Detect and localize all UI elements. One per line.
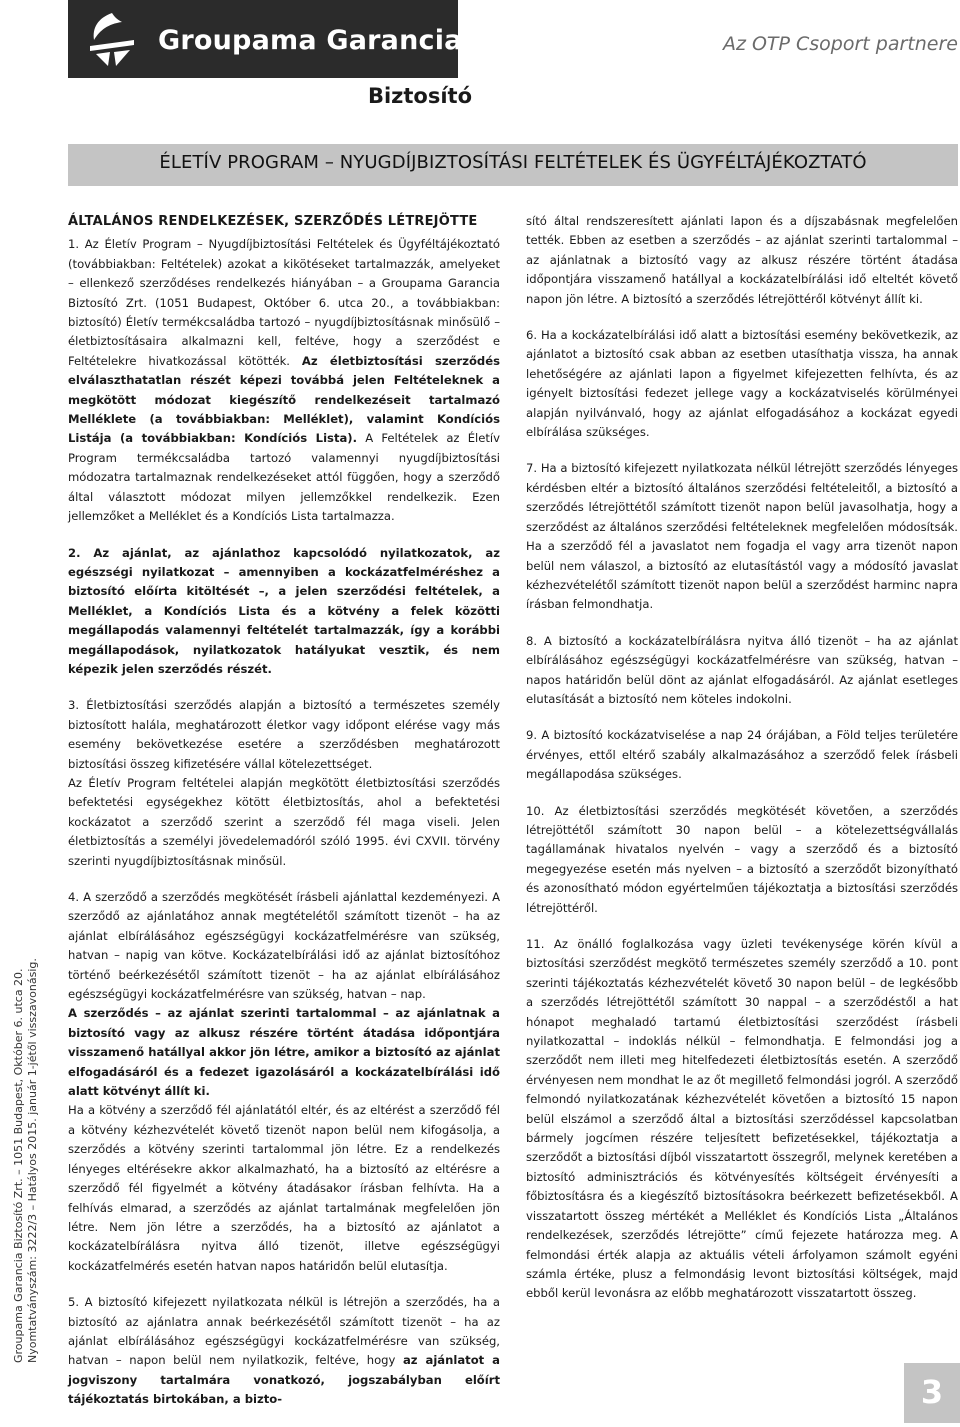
left-column — [68, 212, 500, 1427]
clause-4: 4. A szerződő a szerződés megkötését írásbeli ajánlattal kezdeményezi. A szerződő az ajánlatához annak megtételétől számított tizenöt – ha az ajánlat elbírálásához egészségügyi kockázatfelmérésre van szükség, hatvan – napig van kötve. Kockázatelbírálási idő az ajánlat biztosítóhoz történő beérkezésétől számított tizenöt – ha az ajánlat elbírálásához egészségügyi kockázatfelmérésre van szükség, hatvan – nap. — [68, 890, 500, 1002]
title-banner — [68, 144, 958, 186]
clause-1-text: 1. Az Életív Program – Nyugdíjbiztosítási Feltételek és Ügyféltájékoztató (továbbiakban: Feltételek) azokat a kikötéseket tartalmazzák, amelyeket – ellenkező szerződéses rendelkezés hiányában – a Groupama Garancia Biztosító Zrt. (1051 Budapest, Október 6. utca 20., a továbbiakban: biztosító) Életív termékcsaládba tartozó – nyugdíjbiztosításnak minősülő – életbiztosításaira alkalmazni kell, feltéve, hogy a szerződést e Feltételekre hivatkozással kötötték. — [68, 237, 500, 368]
clause-6: 6. Ha a kockázatelbírálási idő alatt a biztosítási esemény bekövetkezik, az ajánlatot a biztosító csak abban az esetben utasíthatja vissza, ha annak lehetőségére az ajánlati lapon a figyelmet kifejezetten felhívta, és az igényelt biztosítási fedezet jellege vagy a kockázatviselés körülményei alapján nyilvánvaló, hogy az ajánlat elfogadásához a kockázat egyedi elbírálása szükséges. — [526, 328, 958, 440]
clause-7: 7. Ha a biztosító kifejezett nyilatkozata nélkül létrejött szerződés lényeges kérdésben eltér a biztosító általános szerződési feltételeitől, a biztosító a szerződés létrejöttétől számított tizenöt napon belül javasolhatja, hogy a szerződést az általános szerződési feltételeknek megfelelően módosítsák. Ha a szerződő fél a javaslatot nem fogadja el vagy arra tizenöt napon belül nem válaszol, a biztosító az elutasítástól vagy a módosító javaslat kézhezvételétől számított tizenöt napon belül a szerződést harminc napra írásban felmondhatja. — [526, 461, 958, 612]
vertical-footer-note — [12, 903, 52, 1363]
clause-11: 11. Az önálló foglalkozása vagy üzleti tevékenysége körén kívül a biztosítási szerződést megkötő természetes személy szerződő a 10. pont szerinti tájékoztatás kézhezvételét követő 30 napon belül – de legkésőbb a szerződés létrejöttétől számított 30 nappal – a szerződéstől a hat hónapot meghaladó tartamú életbiztosítási szerződést írásbeli nyilatkozattal – indoklás nélkül – felmondhatja. E felmondási jog a szerződőt nem illeti meg hitelfedezeti életbiztosítás esetén. A szerződő érvényesen nem mondhat le az őt megillető felmondási jogról. A szerződő felmondó nyilatkozatának kézhezvételét követően a biztosító 15 napon belül elszámol a szerződő által a biztosítási szerződéssel kapcsolatban bármely jogcímen részére teljesített befizetésekkel, tájékoztatja a szerződőt a biztosítási díjból visszatartott összegről, melynek keretében a biztosító adminisztrációs és kötvényesítés költségeit érvényesíti a főbiztosításra és a kiegészítő biztosításokra beérkezett befizetésekből. A visszatartott összeg mértékét a Melléklet és Kondíciós Lista „Általános rendelkezések, szerződés létrejötte” című fejezete határozza meg. A felmondási érték alapja az aktuális vételi árfolyamon számolt egyéni számla értéke, plusz a felmondásig levont biztosítási költségek, majd ebből kerül levonásra az előbb meghatározott visszatartott összeg. — [526, 937, 958, 1301]
partner-tagline: Az OTP Csoport partnere — [722, 33, 958, 55]
clause-4-cont: Ha a kötvény a szerződő fél ajánlatától eltér, és az eltérést a szerződő fél a kötvény kézhezvételét követő tizenöt napon belül nem kifogásolja, a szerződés a kötvény szerinti tartalommal jön létre. Ez a rendelkezés lényeges eltérésekre akkor alkalmazható, ha a biztosító az eltérésre a szerződő fél figyelmét a kötvény átadásakor írásban felhívta. Ha a felhívás elmarad, a szerződés az ajánlat tartalmának megfelelően jön létre. Nem jön létre a szerződés, ha a biztosító az ajánlatot a kockázatelbírálásra nyitva álló tizenöt, illetve egészségügyi kockázatfelmérés esetén hatvan napos határidőn belül elutasítja. — [68, 1103, 500, 1273]
clause-1-text-end: A Feltételek az Életív Program termékcsaládba tartozó valamennyi nyugdíjbiztosítási módozatra tartalmaznak rendelkezéseket attól függően, hogy a szerződő által választott módozat milyen jellemzőkkel rendelkezik. Ezen jellemzőket a Melléklet és a Kondíciós Lista tartalmazza. — [68, 431, 500, 524]
clause-3: 3. Életbiztosítási szerződés alapján a biztosító a természetes személy biztosított halála, meghatározott életkor vagy időpont elérése vagy más esemény bekövetkezése esetére a szerződésben meghatározott biztosítási összeg kifizetésére vállal kötelezettséget. — [68, 698, 500, 771]
page-number: 3 — [920, 1373, 944, 1411]
clause-5-cont: sító által rendszeresített ajánlati lapon és a díjszabásnak megfelelően tették. Ebben az esetben a szerződés – az ajánlat szerinti tartalommal – az ajánlatnak a biztosító vagy az alkusz részére történt átadása időpontjára visszamenő hatállyal a kockázatelbírálási idő elteltét követő napon jön létre. A biztosító a szerződés létrejöttéről kötvényt állít ki. — [526, 214, 958, 306]
clause-1 — [68, 235, 500, 526]
clause-5 — [68, 1293, 500, 1409]
form-number-line: Nyomtatványszám: 3222/3 – Hatályos 2015. január 1-jétől visszavonásig. — [26, 958, 39, 1363]
clause-5-text: 5. A biztosító kifejezett nyilatkozata nélkül is létrejön a szerződés, ha a biztosító az ajánlatra annak beérkezésétől számított tizenöt – ha az ajánlat elbírálásához egészségügyi kockázatfelmérésre van szükség, hatvan – napon belül nem nyilatkozik, feltéve, hogy — [68, 1295, 500, 1368]
clause-1-bold: Az életbiztosítási szerződés elválaszthatatlan részét képezi továbbá jelen Feltételeknek a megkötött módozat kiegészítő rendelkezéseit tartalmazó Melléklete (a továbbiakban: Melléklet), valamint Kondíciós Listája (a továbbiakban: Kondíciós Lista). — [68, 353, 501, 446]
brand-name: Groupama Garancia — [158, 25, 463, 56]
page-title: ÉLETÍV PROGRAM – NYUGDÍJBIZTOSÍTÁSI FELTÉTELEK ÉS ÜGYFÉLTÁJÉKOZTATÓ — [159, 152, 867, 173]
right-column — [526, 212, 958, 1321]
brand-subtitle: Biztosító — [367, 84, 473, 108]
page-number-box — [904, 1363, 960, 1423]
clause-3-cont: Az Életív Program feltételei alapján megkötött életbiztosítási szerződés befektetési egységekhez kötött életbiztosítás, ahol a befektetési kockázatot a szerződő szerint a szerződő fél maga viseli. Jelen életbiztosítás a személyi jövedelemadóról szóló 1995. évi CXVII. törvény szerinti nyugdíjbiztosításnak minősül. — [68, 775, 500, 868]
clause-10: 10. Az életbiztosítási szerződés megkötését követően, a szerződés létrejöttétől számított 30 napon belül – a kötelezettségvállalás tagállamának hivatalos nyelvén – vagy a szerződő és a biztosító megegyezése esetén más nyelven – a biztosító a szerződőt bizonyítható és azonosítható módon egyértelműen tájékoztatja a biztosítási szerződés létrejöttéről. — [526, 803, 958, 915]
clause-8: 8. A biztosító a kockázatelbírálásra nyitva álló tizenöt – ha az ajánlat elbírálásához egészségügyi kockázatfelmérésre van szükség, hatvan – napos határidőn belül dönt az ajánlat elfogadásáról. Az ajánlat esetleges elutasítását a biztosító nem köteles indokolni. — [526, 633, 958, 706]
section-heading: ÁLTALÁNOS RENDELKEZÉSEK, SZERZŐDÉS LÉTREJÖTTE — [68, 214, 478, 229]
groupama-logo-icon — [86, 10, 138, 68]
clause-9: 9. A biztosító kockázatviselése a nap 24 órájában, a Föld teljes területére érvényes, ettől eltérő szabály alkalmazásához a szerződő felek írásbeli megállapodása szükséges. — [526, 728, 958, 782]
clause-4-bold: A szerződés – az ajánlat szerinti tartalommal – az ajánlatnak a biztosító vagy az alkusz részére történt átadása időpontjára visszamenő hatállyal akkor jön létre, amikor a biztosító az ajánlat elfogadásáról és a fedezet igazolásáról a kockázatelbírálási idő alatt kötvényt állít ki. — [68, 1006, 500, 1099]
company-address-line: Groupama Garancia Biztosító Zrt. – 1051 Budapest, Október 6. utca 20. — [12, 968, 25, 1363]
clause-5-bold: az ajánlatot a jogviszony tartalmára vonatkozó, jogszabályban előírt tájékoztatás birtokában, a bizto- — [68, 1353, 500, 1407]
clause-2: 2. Az ajánlat, az ajánlathoz kapcsolódó nyilatkozatok, az egészségi nyilatkozat – amennyiben a kockázatfelméréshez a biztosító előírta kitöltését –, a jelen szerződési feltételek, a Melléklet, a Kondíciós Lista és a kötvény a felek közötti megállapodás valamennyi feltételét tartalmazzák, így a korábbi megállapodások, nyilatkozatok hatályukat vesztik, és nem képezik jelen szerződés részét. — [68, 545, 500, 676]
brand-header — [68, 0, 463, 78]
